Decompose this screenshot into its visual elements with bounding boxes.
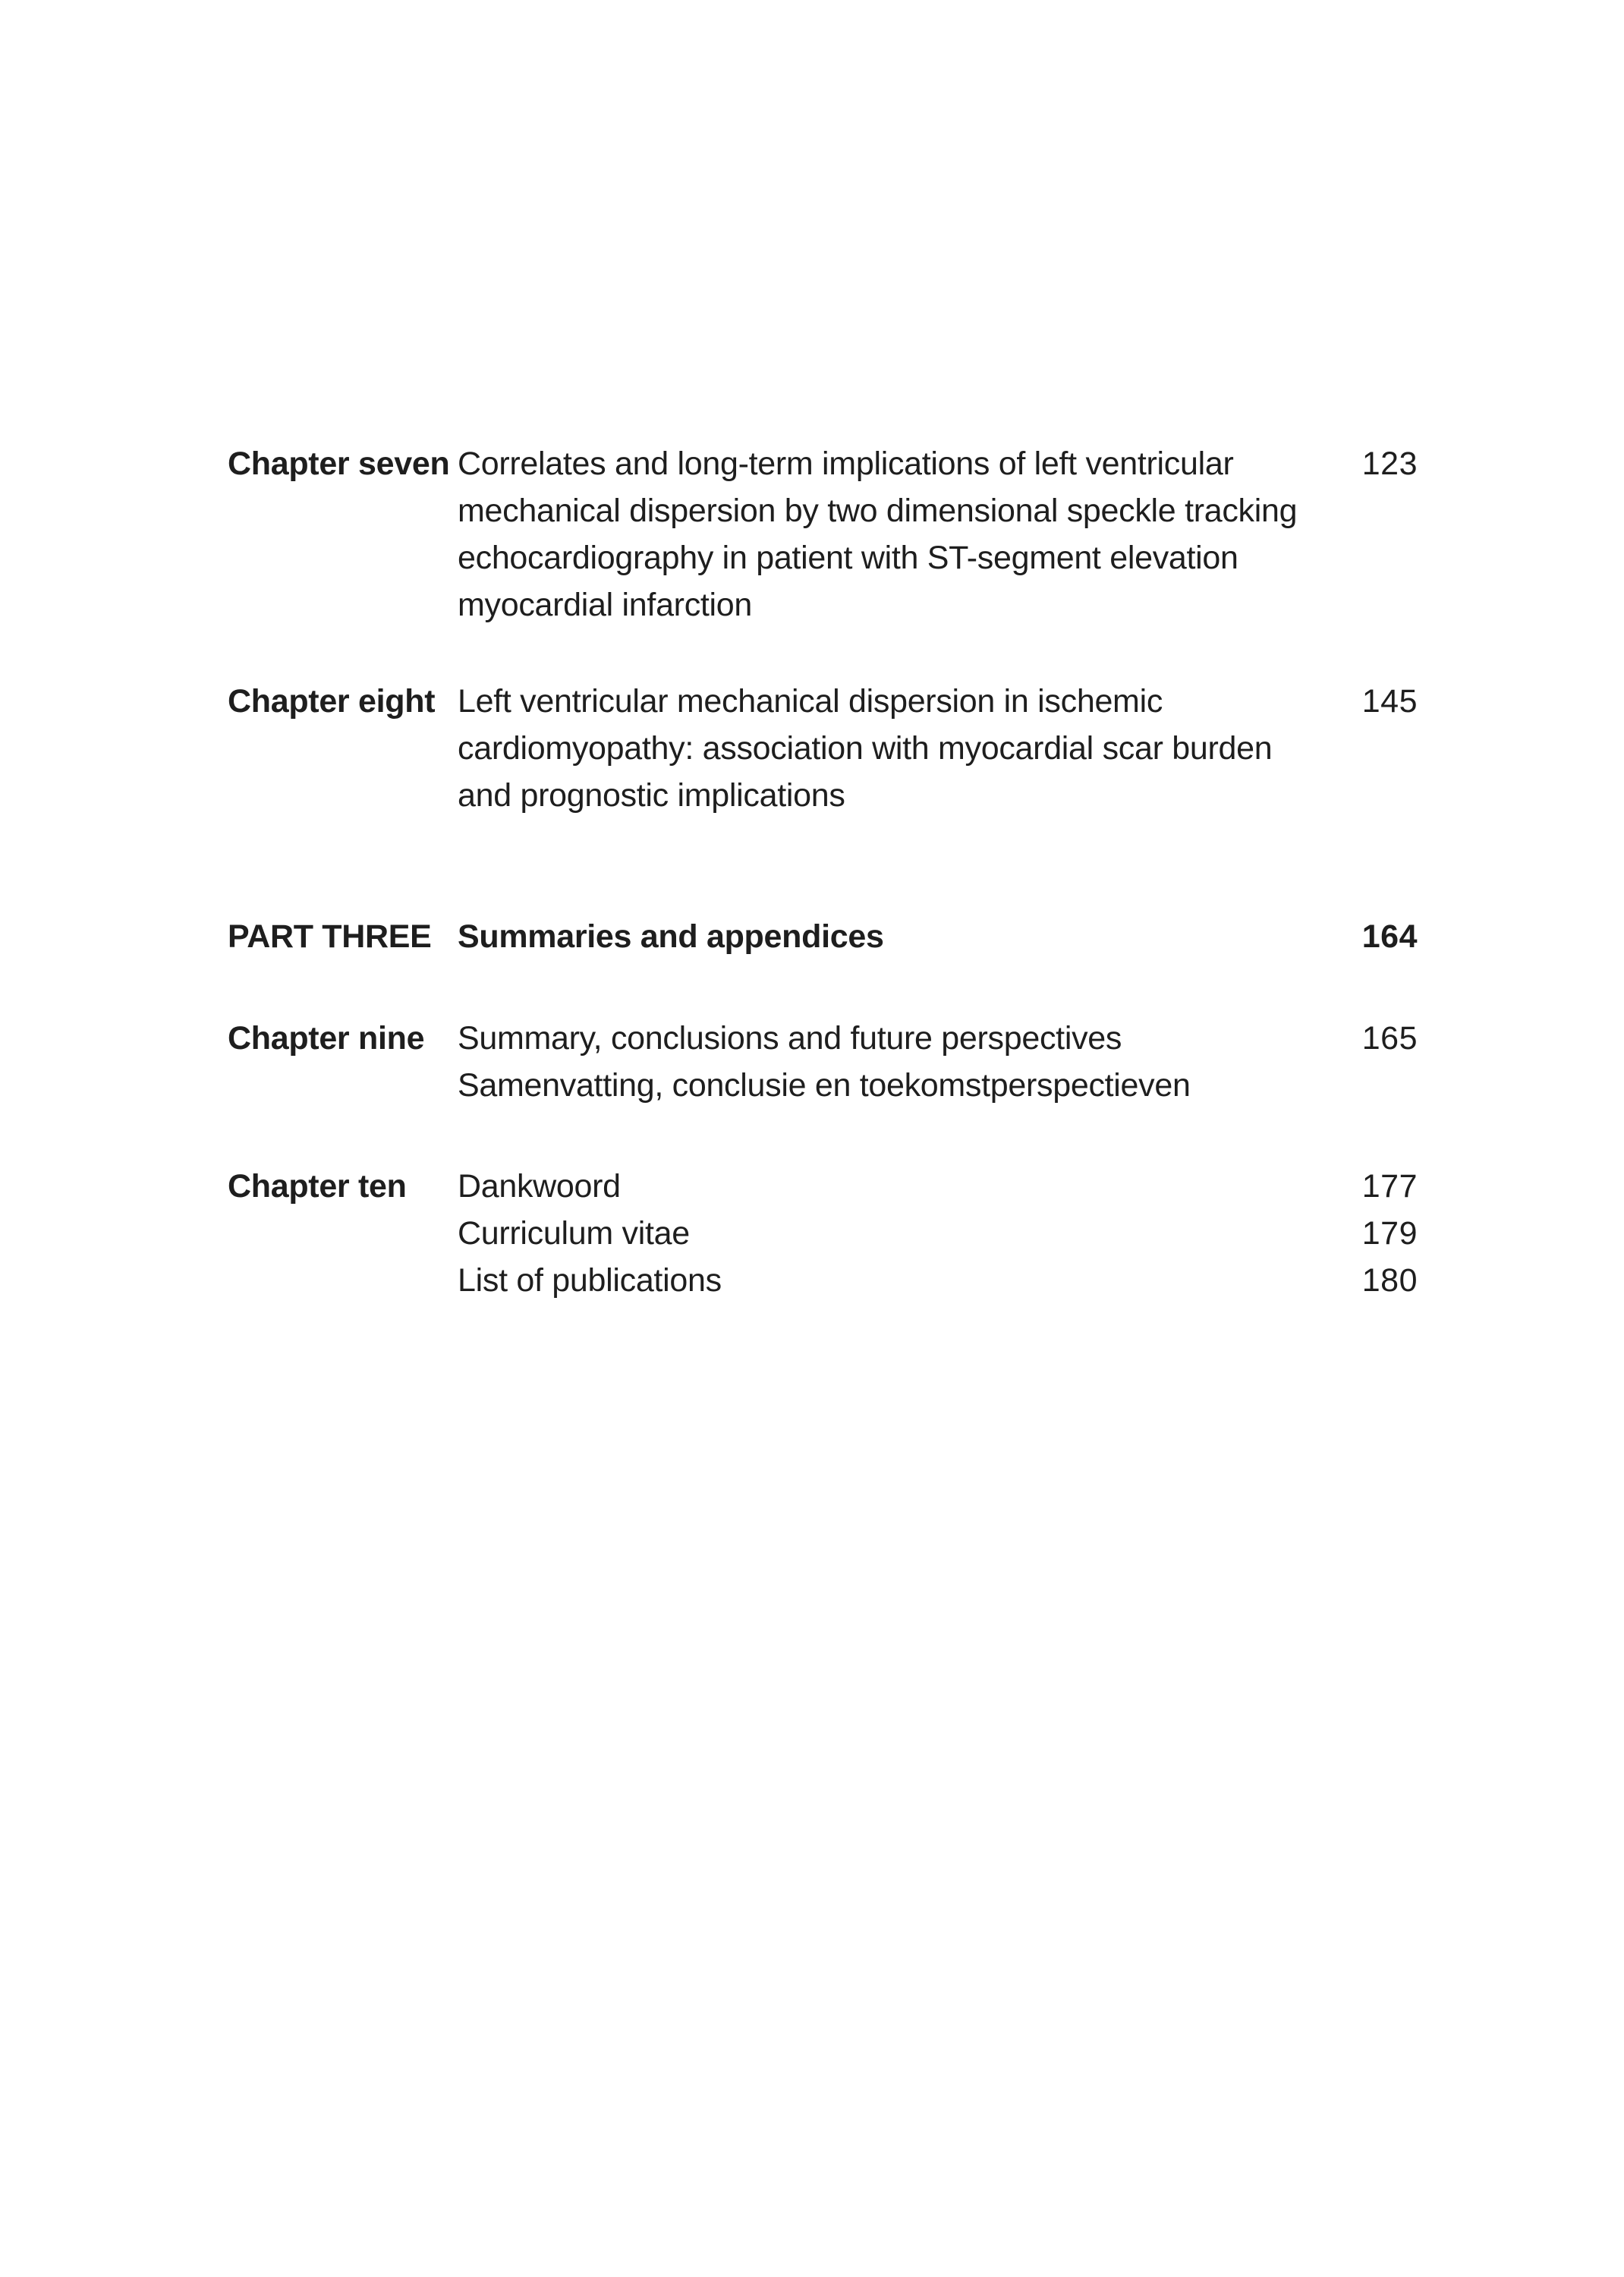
part-three-label: PART THREE <box>228 918 432 955</box>
page-number-column <box>1327 440 1418 487</box>
toc-section-chapter-seven <box>228 440 1418 628</box>
chapter-eight-title <box>458 678 1327 819</box>
page-number: 179 <box>1361 1215 1418 1252</box>
title-line: Left ventricular mechanical dispersion in ischemic <box>458 683 1163 720</box>
page-number: 165 <box>1361 1020 1418 1057</box>
page-number-column <box>1327 913 1418 960</box>
toc-section-chapter-nine <box>228 1015 1418 1109</box>
toc-section-chapter-ten <box>228 1163 1418 1304</box>
title-line: Curriculum vitae <box>458 1215 690 1252</box>
title-line: Dankwoord <box>458 1168 621 1205</box>
page-number-column <box>1327 1015 1418 1062</box>
page-number-column <box>1327 678 1418 725</box>
title-line: and prognostic implications <box>458 777 845 814</box>
title-line: echocardiography in patient with ST-segment elevation <box>458 540 1238 576</box>
part-three-title <box>458 913 1327 960</box>
toc-section-part-three <box>228 913 1418 960</box>
table-of-contents <box>228 440 1418 1304</box>
chapter-ten-label: Chapter ten <box>228 1168 407 1205</box>
chapter-nine-title <box>458 1015 1327 1109</box>
page-number: 164 <box>1361 918 1418 955</box>
chapter-seven-label: Chapter seven <box>228 446 450 482</box>
page-number: 177 <box>1361 1168 1418 1205</box>
page-number: 145 <box>1361 683 1418 720</box>
title-line: Summaries and appendices <box>458 918 884 955</box>
chapter-eight-label: Chapter eight <box>228 683 436 720</box>
chapter-nine-label: Chapter nine <box>228 1020 425 1057</box>
page-number-column <box>1327 1163 1418 1304</box>
chapter-ten-title <box>458 1163 1327 1304</box>
title-line: mechanical dispersion by two dimensional speckle tracking <box>458 493 1298 529</box>
title-line: cardiomyopathy: association with myocardial scar burden <box>458 730 1273 767</box>
page-number: 123 <box>1361 446 1418 482</box>
title-line: List of publications <box>458 1262 722 1299</box>
chapter-seven-title <box>458 440 1327 628</box>
title-line: Summary, conclusions and future perspectives <box>458 1020 1122 1057</box>
title-line: Correlates and long-term implications of left ventricular <box>458 446 1234 482</box>
page-number: 180 <box>1361 1262 1418 1299</box>
title-line: Samenvatting, conclusie en toekomstperspectieven <box>458 1067 1191 1104</box>
toc-section-chapter-eight <box>228 678 1418 819</box>
title-line: myocardial infarction <box>458 587 753 623</box>
